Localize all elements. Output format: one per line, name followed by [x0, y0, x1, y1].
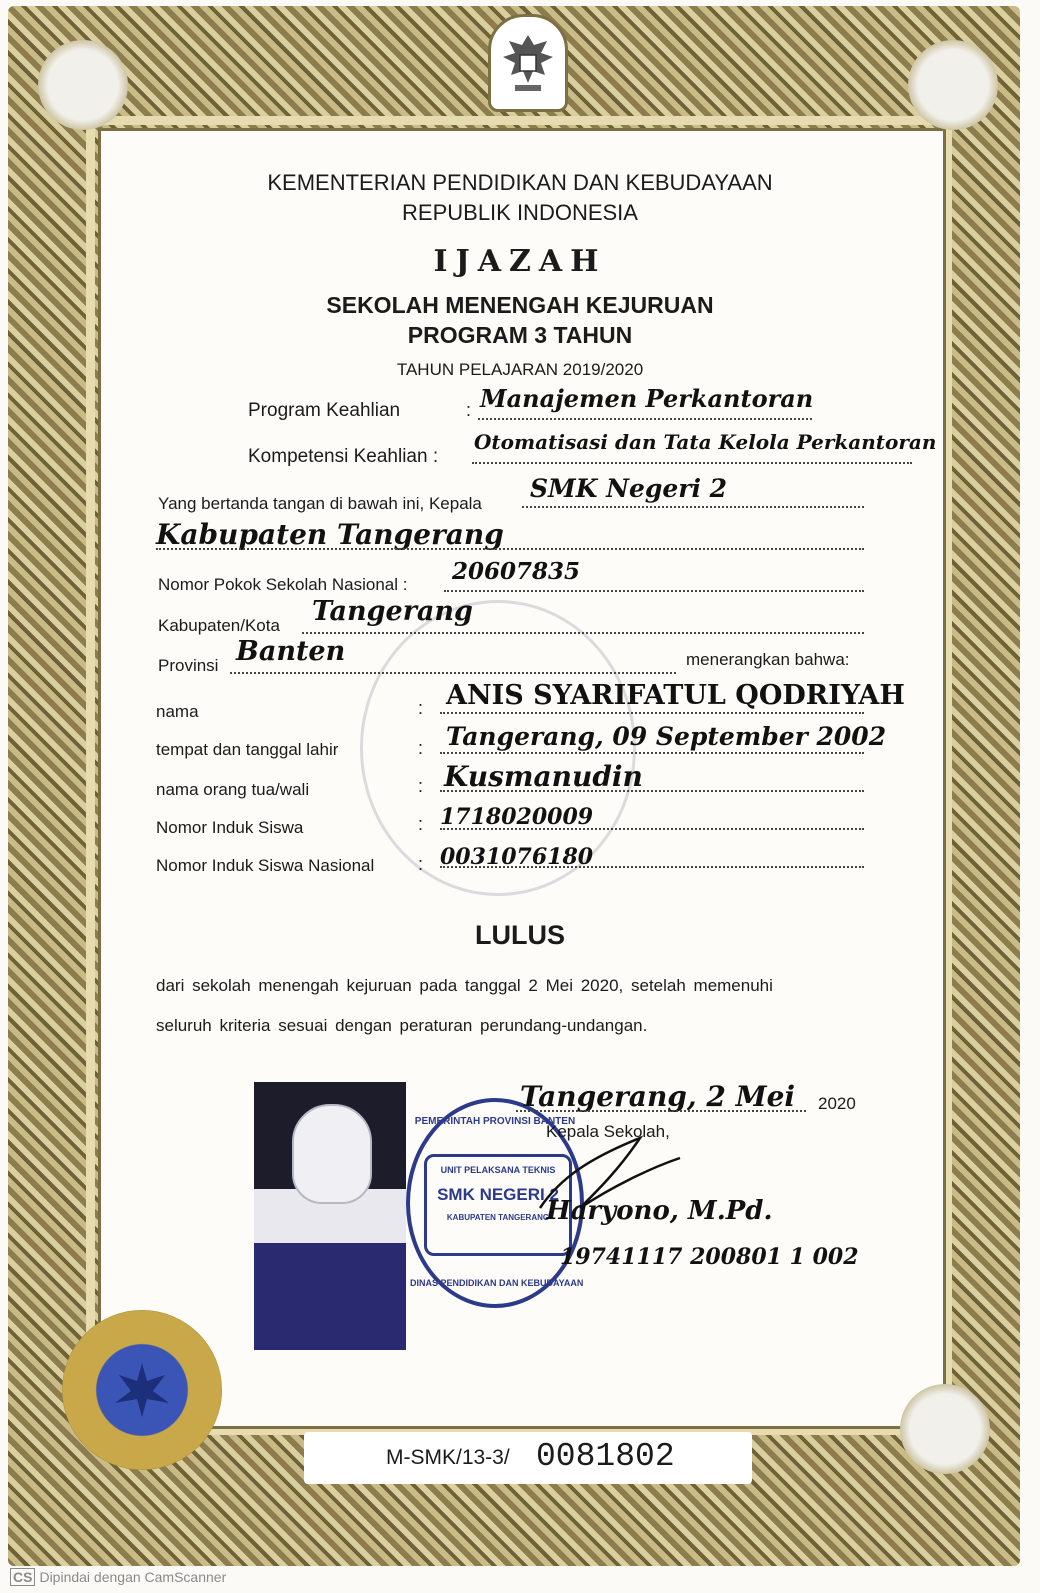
intro-label: Yang bertanda tangan di bawah ini, Kepala — [158, 494, 482, 513]
fill-line — [440, 752, 864, 754]
signer-name: Haryono, M.Pd. — [546, 1196, 773, 1226]
fill-line — [522, 506, 864, 508]
student-name-label: nama — [156, 702, 199, 721]
fill-line — [440, 828, 864, 830]
stamp-ring-bottom: DINAS PENDIDIKAN DAN KEBUDAYAAN — [410, 1278, 584, 1288]
ministry-heading: KEMENTERIAN PENDIDIKAN DAN KEBUDAYAAN — [267, 170, 773, 195]
result-text-line2: seluruh kriteria sesuai dengan peraturan perundang-undangan. — [156, 1016, 648, 1035]
npsn-label: Nomor Pokok Sekolah Nasional : — [158, 575, 408, 594]
colon: : — [418, 738, 424, 758]
colon: : — [418, 776, 424, 796]
program-heading: PROGRAM 3 TAHUN — [407, 322, 633, 348]
fill-line — [230, 672, 676, 674]
stamp-school: SMK NEGERI 2 — [437, 1185, 559, 1204]
fill-line — [440, 866, 864, 868]
tut-wuri-handayani-emblem-icon — [62, 1310, 222, 1470]
nis-value: 1718020009 — [440, 804, 594, 830]
nisn-value: 0031076180 — [440, 844, 594, 870]
student-name-value: ANIS SYARIFATUL QODRIYAH — [446, 680, 905, 711]
signing-place-date: Tangerang, 2 Mei — [520, 1080, 796, 1113]
camscanner-logo: CS — [10, 1568, 35, 1586]
colon: : — [466, 400, 472, 420]
result-text-line1: dari sekolah menengah kejuruan pada tanggal 2 Mei 2020, setelah memenuhi — [156, 976, 773, 995]
province-label: Provinsi — [158, 656, 219, 675]
serial-number-box — [304, 1432, 752, 1484]
signing-year: 2020 — [818, 1094, 856, 1113]
serial-number: 0081802 — [536, 1438, 675, 1475]
npsn-value: 20607835 — [452, 558, 581, 585]
stamp-ring-top: PEMERINTAH PROVINSI BANTEN — [414, 1116, 576, 1127]
academic-year: TAHUN PELAJARAN 2019/2020 — [396, 360, 644, 379]
fill-line — [444, 590, 864, 592]
program-label: Program Keahlian — [248, 400, 401, 421]
serial-prefix: M-SMK/13-3/ — [386, 1446, 510, 1469]
colon: : — [418, 854, 424, 874]
stamp-unit: UNIT PELAKSANA TEKNIS — [440, 1165, 556, 1175]
parent-value: Kusmanudin — [444, 760, 643, 793]
fill-line — [302, 632, 864, 634]
signer-nip: 19741117 200801 1 002 — [560, 1244, 859, 1270]
corner-ornament — [908, 40, 998, 130]
scanner-footer — [10, 1568, 226, 1586]
competency-label: Kompetensi Keahlian : — [248, 446, 439, 467]
fill-line — [156, 548, 864, 550]
parent-label: nama orang tua/wali — [156, 780, 310, 799]
corner-ornament — [38, 40, 128, 130]
province-value: Banten — [236, 636, 346, 667]
colon: : — [418, 814, 424, 834]
city-label: Kabupaten/Kota — [158, 616, 280, 635]
country-heading: REPUBLIK INDONESIA — [402, 200, 638, 225]
garuda-emblem-icon — [488, 14, 568, 112]
program-value: Manajemen Perkantoran — [480, 384, 814, 413]
school-name-value: SMK Negeri 2 — [530, 474, 728, 503]
fill-line — [478, 418, 812, 420]
fill-line — [472, 462, 912, 464]
birth-label: tempat dan tanggal lahir — [156, 740, 339, 759]
scanner-footer-text: Dipindai dengan CamScanner — [39, 1569, 227, 1585]
competency-value: Otomatisasi dan Tata Kelola Perkantoran — [474, 430, 937, 454]
city-value: Tangerang — [312, 596, 473, 627]
states-label: menerangkan bahwa: — [686, 650, 850, 669]
stamp-regency: KABUPATEN TANGERANG — [446, 1213, 550, 1222]
student-face — [292, 1104, 372, 1204]
document-title: IJAZAH — [433, 244, 607, 279]
school-regency-value: Kabupaten Tangerang — [156, 518, 504, 551]
school-type-heading: SEKOLAH MENENGAH KEJURUAN — [326, 292, 714, 318]
student-photo — [254, 1082, 406, 1350]
fill-line — [440, 712, 864, 714]
fill-line — [440, 790, 864, 792]
nis-label: Nomor Induk Siswa — [156, 818, 304, 837]
signer-role: Kepala Sekolah, — [546, 1122, 670, 1141]
birth-value: Tangerang, 09 September 2002 — [446, 722, 887, 751]
graduation-status: LULUS — [475, 920, 565, 950]
corner-ornament — [900, 1384, 990, 1474]
colon: : — [418, 698, 424, 718]
fill-line — [516, 1110, 806, 1112]
nisn-label: Nomor Induk Siswa Nasional — [156, 856, 375, 875]
